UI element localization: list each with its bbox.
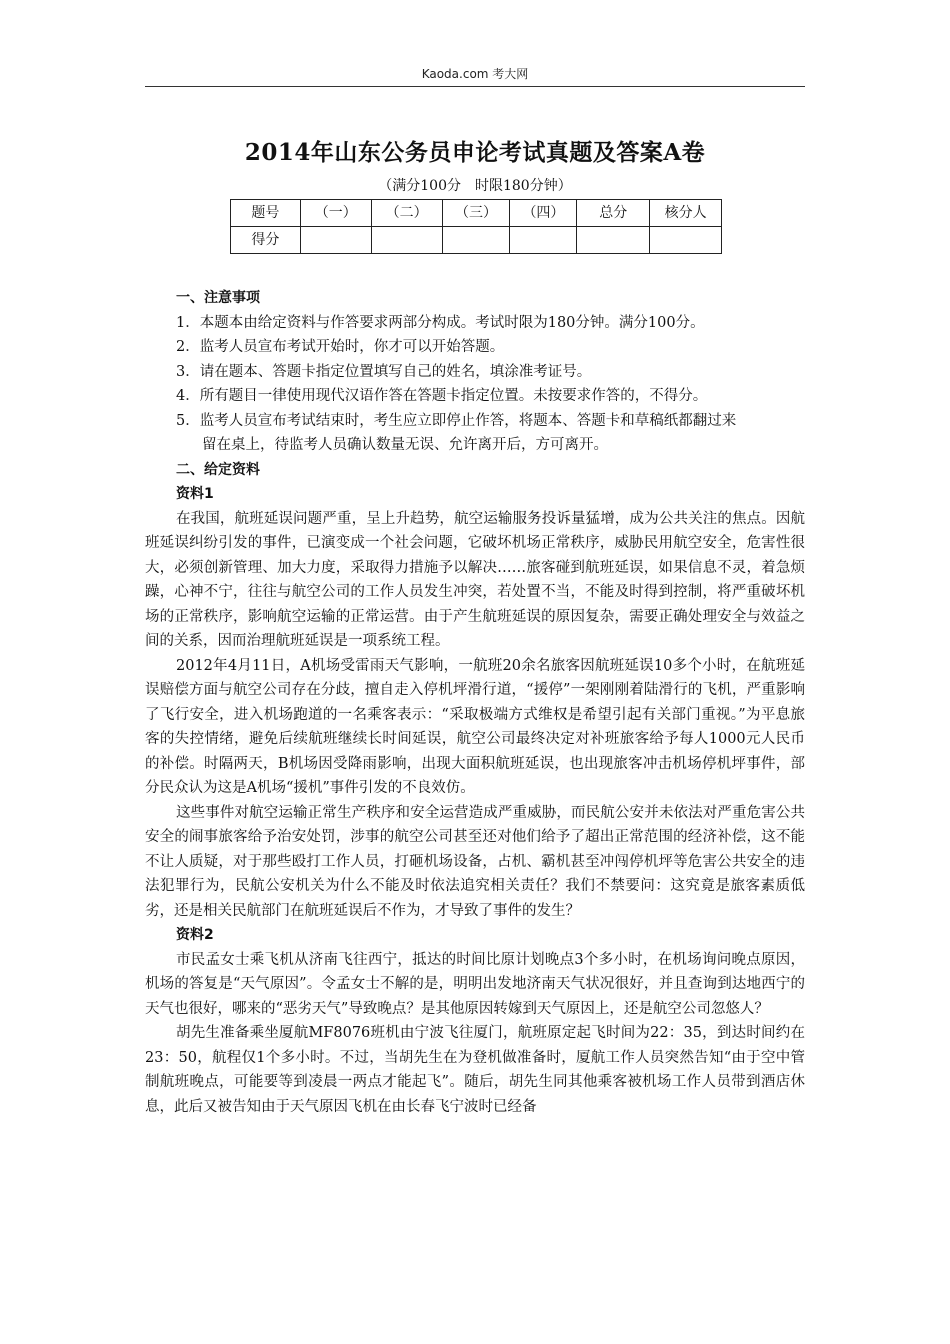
materials-heading: 二、给定资料 bbox=[176, 461, 260, 478]
material-1-title: 资料1 bbox=[176, 486, 214, 502]
score-cell bbox=[371, 227, 442, 254]
notice-item: 2．监考人员宣布考试开始时，你才可以开始答题。 bbox=[176, 339, 505, 355]
score-cell bbox=[510, 227, 577, 254]
notices-heading: 一、注意事项 bbox=[176, 290, 260, 306]
score-table-header-cell: 题号 bbox=[231, 200, 301, 227]
material-2-title: 资料2 bbox=[176, 927, 214, 943]
material-paragraph: 在我国，航班延误问题严重，呈上升趋势，航空运输服务投诉量猛增，成为公共关注的焦点。因航班延误纠纷引发的事件，已演变成一个社会问题，它破坏机场正常秩序，威胁民用航空安全，危害性很大，必须创新管理、加大力度，采取得力措施予以解决……旅客碰到航班延误，如果信息不灵，着急烦躁，心神不宁，往往与航空公司的工作人员发生冲突，若处置不当，不能及时得到控制，将严重破坏机场的正常秩序，影响航空运输的正常运营。由于产生航班延误的原因复杂，需要正确处理安全与效益之间的关系，因而治理航班延误是一项系统工程。 bbox=[145, 510, 805, 649]
notice-item-continuation: 留在桌上，待监考人员确认数量无误、允许离开后，方可离开。 bbox=[202, 437, 608, 453]
material-paragraph: 这些事件对航空运输正常生产秩序和安全运营造成严重威胁，而民航公安并未依法对严重危害公共安全的闹事旅客给予治安处罚，涉事的航空公司甚至还对他们给予了超出正常范围的经济补偿，这不能不让人质疑，对于那些殴打工作人员，打砸机场设备，占机、霸机甚至冲闯停机坪等危害公共安全的违法犯罪行为，民航公安机关为什么不能及时依法追究相关责任？我们不禁要问：这究竟是旅客素质低劣，还是相关民航部门在航班延误后不作为，才导致了事件的发生？ bbox=[145, 804, 805, 919]
score-cell bbox=[577, 227, 650, 254]
document-subtitle: （满分100分 时限180分钟） bbox=[378, 178, 572, 194]
notice-item: 1．本题本由给定资料与作答要求两部分构成。考试时限为180分钟。满分100分。 bbox=[176, 314, 705, 331]
document-body bbox=[145, 286, 805, 1119]
score-table-header-cell: （二） bbox=[371, 200, 442, 227]
score-table-header-cell: （一） bbox=[300, 200, 371, 227]
score-cell bbox=[442, 227, 510, 254]
score-table-header-cell: 核分人 bbox=[650, 200, 722, 227]
header-divider bbox=[145, 86, 805, 87]
notice-item: 5．监考人员宣布考试结束时，考生应立即停止作答，将题本、答题卡和草稿纸都翻过来 bbox=[176, 412, 737, 429]
score-table bbox=[230, 199, 722, 254]
site-header[interactable]: Kaoda.com 考大网 bbox=[421, 67, 529, 81]
notice-item: 3．请在题本、答题卡指定位置填写自己的姓名，填涂准考证号。 bbox=[176, 363, 592, 380]
document-title: 2014年山东公务员申论考试真题及答案A卷 bbox=[244, 139, 706, 166]
score-cell bbox=[650, 227, 722, 254]
score-cell bbox=[300, 227, 371, 254]
notice-item: 4．所有题目一律使用现代汉语作答在答题卡指定位置。未按要求作答的，不得分。 bbox=[176, 388, 708, 404]
material-paragraph: 市民孟女士乘飞机从济南飞往西宁，抵达的时间比原计划晚点3个多小时，在机场询问晚点原因，机场的答复是“天气原因”。令孟女士不解的是，明明出发地济南天气状况很好，并且查询到达地西宁的天气也很好，哪来的“恶劣天气”导致晚点？是其他原因转嫁到天气原因上，还是航空公司忽悠人？ bbox=[145, 951, 805, 1017]
score-table-header-row bbox=[231, 200, 722, 227]
material-paragraph: 2012年4月11日，A机场受雷雨天气影响，一航班20余名旅客因航班延误10多个小时，在航班延误赔偿方面与航空公司存在分歧，擅自走入停机坪滑行道，“援停”一架刚刚着陆滑行的飞机，严重影响了飞行安全，进入机场跑道的一名乘客表示：“采取极端方式维权是希望引起有关部门重视。”为平息旅客的失控情绪，避免后续航班继续长时间延误，航空公司最终决定对补班旅客给予每人1000元人民币的补偿。时隔两天，B机场因受降雨影响，出现大面积航班延误，也出现旅客冲击机场停机坪事件，部分民众认为这是A机场“援机”事件引发的不良效仿。 bbox=[145, 657, 805, 796]
score-table-header-cell: （三） bbox=[442, 200, 510, 227]
score-table-header-cell: （四） bbox=[510, 200, 577, 227]
material-paragraph: 胡先生准备乘坐厦航MF8076班机由宁波飞往厦门，航班原定起飞时间为22：35，到达时间约在23：50，航程仅1个多小时。不过，当胡先生在为登机做准备时，厦航工作人员突然告知“由于空中管制航班晚点，可能要等到凌晨一两点才能起飞”。随后，胡先生同其他乘客被机场工作人员带到酒店休息，此后又被告知由于天气原因飞机在由长春飞宁波时已经备 bbox=[145, 1025, 805, 1115]
score-table-score-row bbox=[231, 227, 722, 254]
score-table-header-cell: 总分 bbox=[577, 200, 650, 227]
score-row-label: 得分 bbox=[231, 227, 301, 254]
